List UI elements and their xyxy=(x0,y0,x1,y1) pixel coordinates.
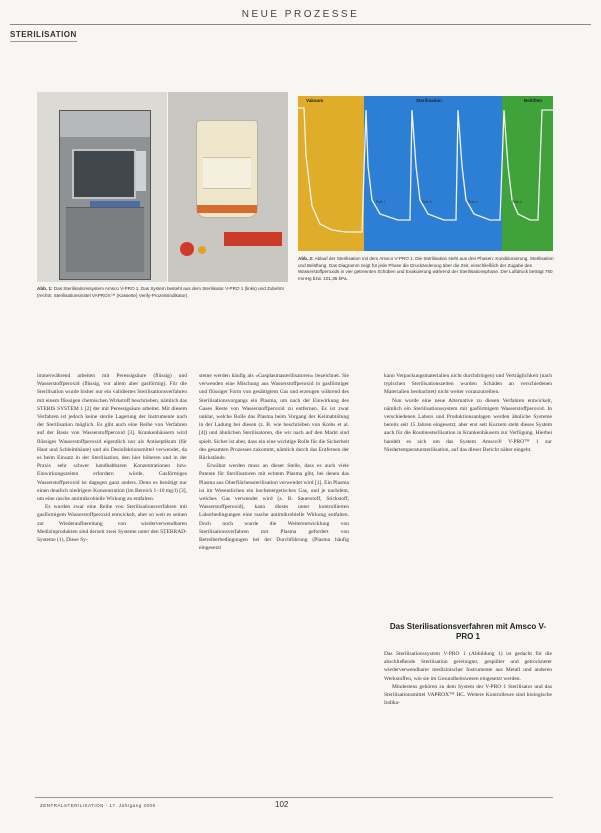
indicator-box xyxy=(224,232,282,246)
text-column-1 xyxy=(37,372,187,792)
sterilizer-cabinet xyxy=(59,110,151,280)
header-rule xyxy=(10,24,591,25)
text-column-2 xyxy=(199,372,349,792)
paragraph: steme werden häufig als »Gasplasmasterilisatoren« bezeichnet. Sie verwenden eine Mischung aus Wasserstoffperoxid in gasförmiger und flüssiger Form von gesättigtem Gas und erzeugen während des Sterilisationsvorgangs ein Plasma, um nach der Einwirkung des Gases Reste von Wasserstoffperoxid zu entfernen. Es ist zwar unklar, welche Rolle das Plasma beim Vorgang der Keimabtötung in der Ladung bei diesen (z. B. wie beschrieben von Krebs et al. [4]) und ähnlichen Sterilisatoren, die wir nach auf den Markt sind spielt. Sicher ist aber, dass ein eine wichtige Rolle für die Sicherheit des gesamten Prozesses zukommt, nämlich durch das Entfernen der Rückstände. xyxy=(199,373,349,462)
paragraph: Mindestens gehören zu dem System der V-PRO 1 Sterilisator und das Sterilisationsmittel VAPROX™ HC. Weitere Kontrolleure sind biologische Indika- xyxy=(384,683,552,707)
figure1-caption xyxy=(37,286,287,299)
pressure-curve xyxy=(298,108,553,232)
section-heading: Das Sterilisationsverfahren mit Amsco V-PRO 1 xyxy=(389,622,547,641)
accessories-photo xyxy=(168,92,288,282)
text-column-3-bottom xyxy=(384,650,552,792)
figure1-caption-text: Das Sterilisationssystem Amsco V-PRO 1. Das System besteht aus dem Sterilisator V-PRO 1 (links) und Zubehör (rechts: Sterilisationsmittel VAPROX™ (Kassette) Verify-Prozessindikator). xyxy=(37,286,285,298)
indicator-red xyxy=(180,242,194,256)
paragraph: Erwähnt werden muss an dieser Stelle, dass es auch viele Patente für Sterilisatoren mit echtem Plasma gibt, bei denen das Plasma aus Oberflächensterilisation verwendet wird [1]. Ein Plasma ist im Wesentlichen ein hochenergetisches Gas, und je nachdem, welches Gas verwendet wird (z. B. Sauerstoff, Stickstoff, Wasserstoffperoxid), kann dieses unter kontrollierten Laborbedingungen eine rasche antimikrobielle Wirkung entfalten. Doch noch wurde die Weiterentwicklung von Sterilisationsverfahren mit Plasma gefordert von Betreiberbedingungen bei der Durchführung (Plasma häufig eingesetzt xyxy=(199,463,349,552)
text-column-3-top xyxy=(384,372,552,598)
pulse-label-4: Puls 4 xyxy=(512,200,522,204)
figure1-caption-label: Abb. 1: xyxy=(37,286,53,291)
cassette-cup xyxy=(196,120,258,218)
cycle-chart xyxy=(298,96,553,251)
pressure-curve-svg xyxy=(298,96,553,251)
paragraph: Nun wurde eine neue Alternative zu diesen Verfahren entwickelt, nämlich ein Sterilisationssystem mit gasförmigem Wasserstoffperoxid. In verschiedenen Labors und Produktionsanlagen werden ähnliche Systeme bereits seit 15 Jahren eingesetzt, aber erst seit Kurzem steht dieses System auch für die Routinesterilisation in Krankenhäusern zur Verfügung. Hierbei handelt es sich um das System Amsco® V-PRO™ 1 zur Niedertemperatursterilisation, auf das dieser Bericht näher eingeht. xyxy=(384,397,552,453)
phase-label-aeration: Belüften xyxy=(524,98,542,103)
pulse-label-1: Puls 1 xyxy=(376,200,386,204)
pulse-label-3: Puls 3 xyxy=(468,200,478,204)
section-tag: STERILISATION xyxy=(10,30,77,39)
paragraph: kann Verpackungsmaterialien nicht durchdringen) und Verträglichkeit (nach typischen Sterilisationszeiten wurden Schäden an verschiedenen Materialien beobachtet) nicht weiter voranzutreiben. xyxy=(384,373,552,396)
phase-label-vacuum: Vakuum xyxy=(306,98,324,103)
figure2-caption-label: Abb. 2: xyxy=(298,256,314,261)
journal-footer: ZENTRALSTERILISATION · 17. Jahrgang 2009 xyxy=(40,803,156,808)
phase-label-sterilisation: Sterilisation xyxy=(416,98,442,103)
figure2-caption-text: Ablauf der Sterilisation mit dem Amsco V-PRO 1. Die Sterilisation steht aus drei Phasen: Konditionierung, Sterilisation und Belüftung. Das Diagramm zeigt für jede Phase die Druckänderung über die Zeit, einschließlich der Zugabe des Wasserstoffperoxids in vier getrennten Schüben und Evakuierung während der Sterilisationsphase. Der Luftdruck beträgt 760 mmHg bzw. 101,35 kPa. xyxy=(298,256,554,281)
figure2-caption xyxy=(298,256,556,282)
paragraph: Es wurden zwar eine Reihe von Sterilisationsverfahren mit gasförmigem Wasserstoffperoxid entwickelt, aber so weit es seinen zur Wiederaufbereitung von wiederverwendbaren Medizinprodukten sind derzeit zwei Systeme unter den STERRAD-Systeme (1). Diese Sy- xyxy=(37,504,187,544)
pulse-label-2: Puls 2 xyxy=(422,200,432,204)
footer-rule xyxy=(35,797,553,798)
running-header: NEUE PROZESSE xyxy=(241,9,360,20)
page-number: 102 xyxy=(275,800,289,809)
paragraph: immerwährend arbeiten mit Peressigsäure (flüssig) und Wasserstoffperoxid (flüssig, vor allem aber gasförmig). Für die Sterilisation wurde bisher nur ein validiertes Sterilisationsverfahren mit einem flüssigen chemischen Wirkstoff beschrieben, nämlich das STERIS SYSTEM 1 [2] der mit Peressigsäure arbeitet. Mit diesem Verfahren ist jedoch keine sterile Lagerung der Instrumente nach der Sterilisation möglich. Es gibt auch eine Reihe von Verfahren auf der Basis von Wasserstoffperoxid [3]. Krankenhäusern wird flüssiges Wasserstoffperoxid eigentlich nur als Antiseptikum (für Haut und Schleimhäute) und als Desinfektionsmittel verwendet, da es beim Einsatz in der Sterilisation, den hier höheren und in der Praxis sehr schwer handhabbaren Konzentrationen bzw. Einwirkungszeiten erfordern würde. Gasförmiges Wasserstoffperoxid ist dagegen ganz anders. Denn es benötigt nur einen deutlich niedrigere Konzentration (im Bereich 1–10 mg/l) [3], um eine rasche antimikrobielle Wirkung zu entfalten. xyxy=(37,373,187,503)
indicator-orange xyxy=(198,246,206,254)
sterilizer-photo xyxy=(37,92,167,282)
paragraph: Das Sterilisationssystem V-PRO 1 (Abbildung 1) ist gedacht für die abschließende Sterilisation gereinigter, gespülter und getrockneter wiederverwendbarer medizinischer Instrumente aus Metall und anderen Werkstoffen, wie sie im Gesundheitswesen eingesetzt werden. xyxy=(384,651,552,682)
